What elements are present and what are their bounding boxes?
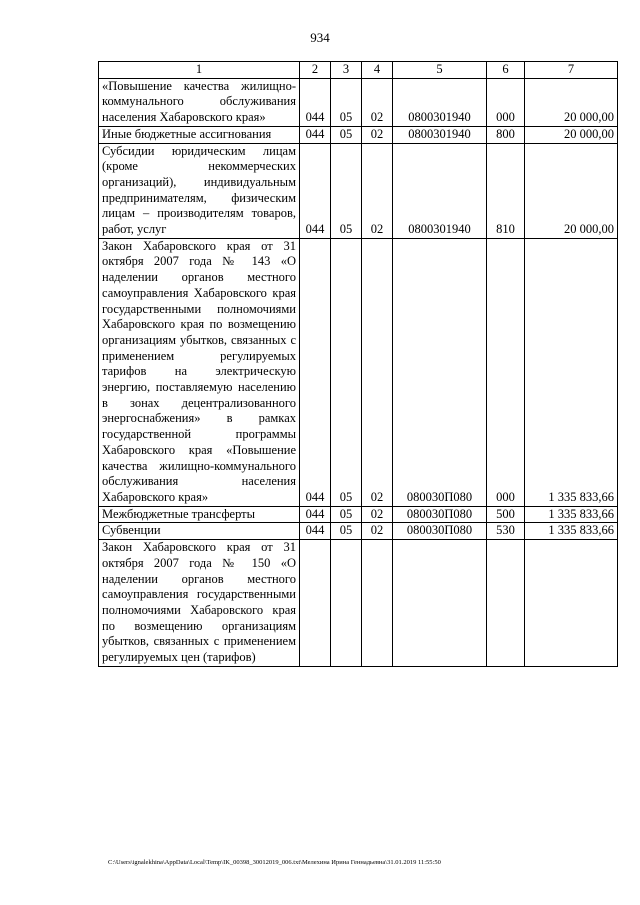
amount: 1 335 833,66 <box>525 506 618 523</box>
section-code: 05 <box>331 143 362 238</box>
amount: 20 000,00 <box>525 126 618 143</box>
subsection-code: 02 <box>362 238 393 506</box>
target-article-code: 080030П080 <box>393 506 487 523</box>
target-article-code: 0800301940 <box>393 126 487 143</box>
subsection-code <box>362 540 393 667</box>
header-cell: 6 <box>487 62 525 79</box>
item-name: Субсидии юридическим лицам (кроме некоммерческих организаций), индивидуальным предпринимателям, физическим лицам – производителям товаров, работ, услуг <box>99 143 300 238</box>
item-name: Субвенции <box>99 523 300 540</box>
page-number: 934 <box>310 30 330 45</box>
expense-type-code: 000 <box>487 238 525 506</box>
section-code: 05 <box>331 126 362 143</box>
target-article-code: 080030П080 <box>393 523 487 540</box>
expense-type-code: 000 <box>487 78 525 126</box>
table-row <box>99 143 618 238</box>
ministry-code: 044 <box>300 143 331 238</box>
amount: 1 335 833,66 <box>525 238 618 506</box>
item-name: Иные бюджетные ассигнования <box>99 126 300 143</box>
header-cell: 3 <box>331 62 362 79</box>
table-row <box>99 540 618 667</box>
expense-type-code <box>487 540 525 667</box>
section-code: 05 <box>331 506 362 523</box>
ministry-code: 044 <box>300 126 331 143</box>
amount: 20 000,00 <box>525 143 618 238</box>
expense-type-code: 500 <box>487 506 525 523</box>
budget-table <box>98 61 618 667</box>
file-path-footer: C:\Users\ignalekhina\AppData\Local\Temp\IK_00398_30012019_006.txt\Мелехина Ирина Геннадьевна\31.01.2019 11:55:50 <box>108 859 441 866</box>
subsection-code: 02 <box>362 143 393 238</box>
target-article-code: 0800301940 <box>393 78 487 126</box>
ministry-code: 044 <box>300 78 331 126</box>
target-article-code: 080030П080 <box>393 238 487 506</box>
amount: 1 335 833,66 <box>525 523 618 540</box>
item-name: Закон Хабаровского края от 31 октября 2007 года № 143 «О наделении органов местного самоуправления Хабаровского края государственными полномочиями Хабаровского края по возмещению организациям убытков, связанных с применением регулируемых тарифов на электрическую энергию, поставляемую населению в зонах децентрализованного энергоснабжения» в рамках государственной программы Хабаровского края «Повышение качества жилищно-коммунального обслуживания населения Хабаровского края» <box>99 238 300 506</box>
subsection-code: 02 <box>362 126 393 143</box>
ministry-code: 044 <box>300 238 331 506</box>
header-row <box>99 62 618 79</box>
item-name: «Повышение качества жилищно-коммунального обслуживания населения Хабаровского края» <box>99 78 300 126</box>
amount <box>525 540 618 667</box>
header-cell: 1 <box>99 62 300 79</box>
table-row <box>99 78 618 126</box>
header-cell: 7 <box>525 62 618 79</box>
ministry-code: 044 <box>300 523 331 540</box>
expense-type-code: 530 <box>487 523 525 540</box>
ministry-code: 044 <box>300 506 331 523</box>
section-code: 05 <box>331 78 362 126</box>
header-cell: 4 <box>362 62 393 79</box>
item-name: Закон Хабаровского края от 31 октября 2007 года № 150 «О наделении органов местного самоуправления государственными полномочиями Хабаровского края по возмещению организациям убытков, связанных с применением регулируемых цен (тарифов) <box>99 540 300 667</box>
table-row <box>99 506 618 523</box>
subsection-code: 02 <box>362 78 393 126</box>
header-cell: 2 <box>300 62 331 79</box>
item-name: Межбюджетные трансферты <box>99 506 300 523</box>
subsection-code: 02 <box>362 506 393 523</box>
section-code: 05 <box>331 523 362 540</box>
subsection-code: 02 <box>362 523 393 540</box>
table-row <box>99 238 618 506</box>
target-article-code <box>393 540 487 667</box>
table-row <box>99 126 618 143</box>
section-code <box>331 540 362 667</box>
header-cell: 5 <box>393 62 487 79</box>
target-article-code: 0800301940 <box>393 143 487 238</box>
section-code: 05 <box>331 238 362 506</box>
ministry-code <box>300 540 331 667</box>
expense-type-code: 800 <box>487 126 525 143</box>
table-row <box>99 523 618 540</box>
amount: 20 000,00 <box>525 78 618 126</box>
expense-type-code: 810 <box>487 143 525 238</box>
